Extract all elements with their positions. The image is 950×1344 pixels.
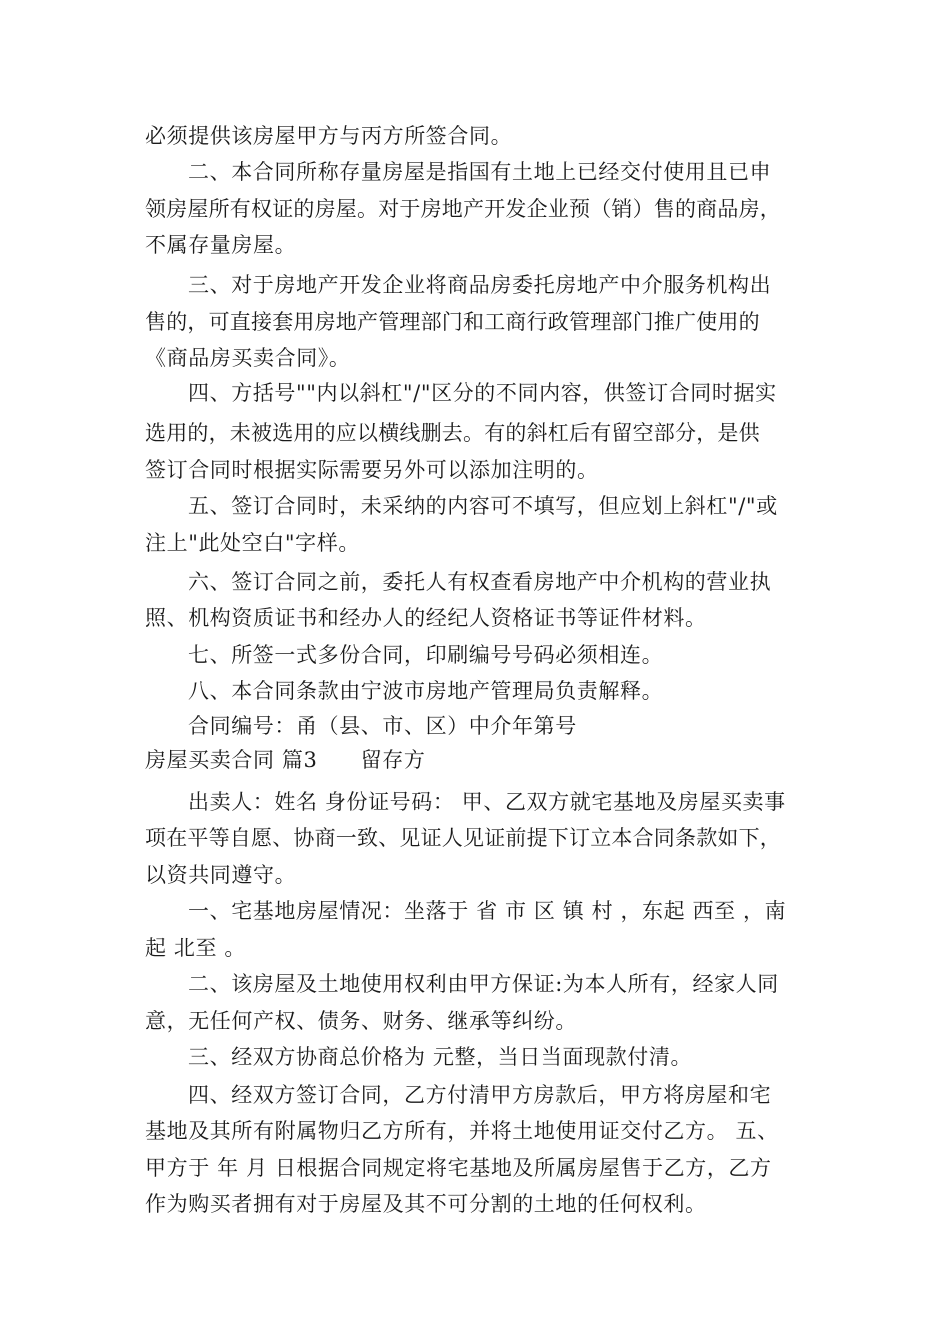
text-line: 不属存量房屋。	[145, 233, 297, 257]
contract-number-line: 合同编号：甬（县、市、区）中介年第号	[188, 714, 577, 738]
clause-3-line: 三、经双方协商总价格为 元整，当日当面现款付清。	[188, 1045, 693, 1069]
paragraph-5-line: 五、签订合同时，未采纳的内容可不填写，但应划上斜杠"/"或	[188, 494, 778, 518]
paragraph-2-line: 二、本合同所称存量房屋是指国有土地上已经交付使用且已申	[188, 160, 772, 184]
text-line: 照、机构资质证书和经办人的经纪人资格证书等证件材料。	[145, 606, 707, 630]
text-line: 注上"此处空白"字样。	[145, 531, 360, 555]
text-line: 基地及其所有附属物归乙方所有，并将土地使用证交付乙方。 五、	[145, 1119, 779, 1143]
text-line: 选用的，未被选用的应以横线删去。有的斜杠后有留空部分，是供	[145, 421, 760, 445]
text-line: 签订合同时根据实际需要另外可以添加注明的。	[145, 458, 599, 482]
text-line: 《商品房买卖合同》。	[145, 346, 351, 370]
text-line: 甲方于 年 月 日根据合同规定将宅基地及所属房屋售于乙方，乙方	[145, 1156, 772, 1180]
paragraph-3-line: 三、对于房地产开发企业将商品房委托房地产中介服务机构出	[188, 273, 772, 297]
text-line: 领房屋所有权证的房屋。对于房地产开发企业预（销）售的商品房，	[145, 197, 781, 221]
paragraph-4-line: 四、方括号""内以斜杠"/"区分的不同内容，供签订合同时据实	[188, 381, 777, 405]
text-line: 作为购买者拥有对于房屋及其不可分割的土地的任何权利。	[145, 1192, 707, 1216]
text-line: 意，无任何产权、债务、财务、继承等纠纷。	[145, 1009, 577, 1033]
clause-1-line: 一、宅基地房屋情况：坐落于 省 市 区 镇 村 ，东起 西至 ，南	[188, 899, 787, 923]
paragraph-7-line: 七、所签一式多份合同，印刷编号号码必须相连。	[188, 643, 664, 667]
clause-2-line: 二、该房屋及土地使用权利由甲方保证:为本人所有，经家人同	[188, 972, 779, 996]
clause-4-line: 四、经双方签订合同，乙方付清甲方房款后，甲方将房屋和宅	[188, 1083, 772, 1107]
section-heading: 房屋买卖合同 篇3 留存方	[145, 748, 426, 772]
text-line: 项在平等自愿、协商一致、见证人见证前提下订立本合同条款如下，	[145, 826, 781, 850]
seller-line: 出卖人：姓名 身份证号码： 甲、乙双方就宅基地及房屋买卖事	[188, 790, 786, 814]
text-line: 起 北至 。	[145, 936, 246, 960]
text-line: 以资共同遵守。	[145, 863, 297, 887]
text-line: 售的，可直接套用房地产管理部门和工商行政管理部门推广使用的	[145, 310, 760, 334]
paragraph-8-line: 八、本合同条款由宁波市房地产管理局负责解释。	[188, 679, 664, 703]
text-line: 必须提供该房屋甲方与丙方所签合同。	[145, 124, 513, 148]
paragraph-6-line: 六、签订合同之前，委托人有权查看房地产中介机构的营业执	[188, 570, 772, 594]
